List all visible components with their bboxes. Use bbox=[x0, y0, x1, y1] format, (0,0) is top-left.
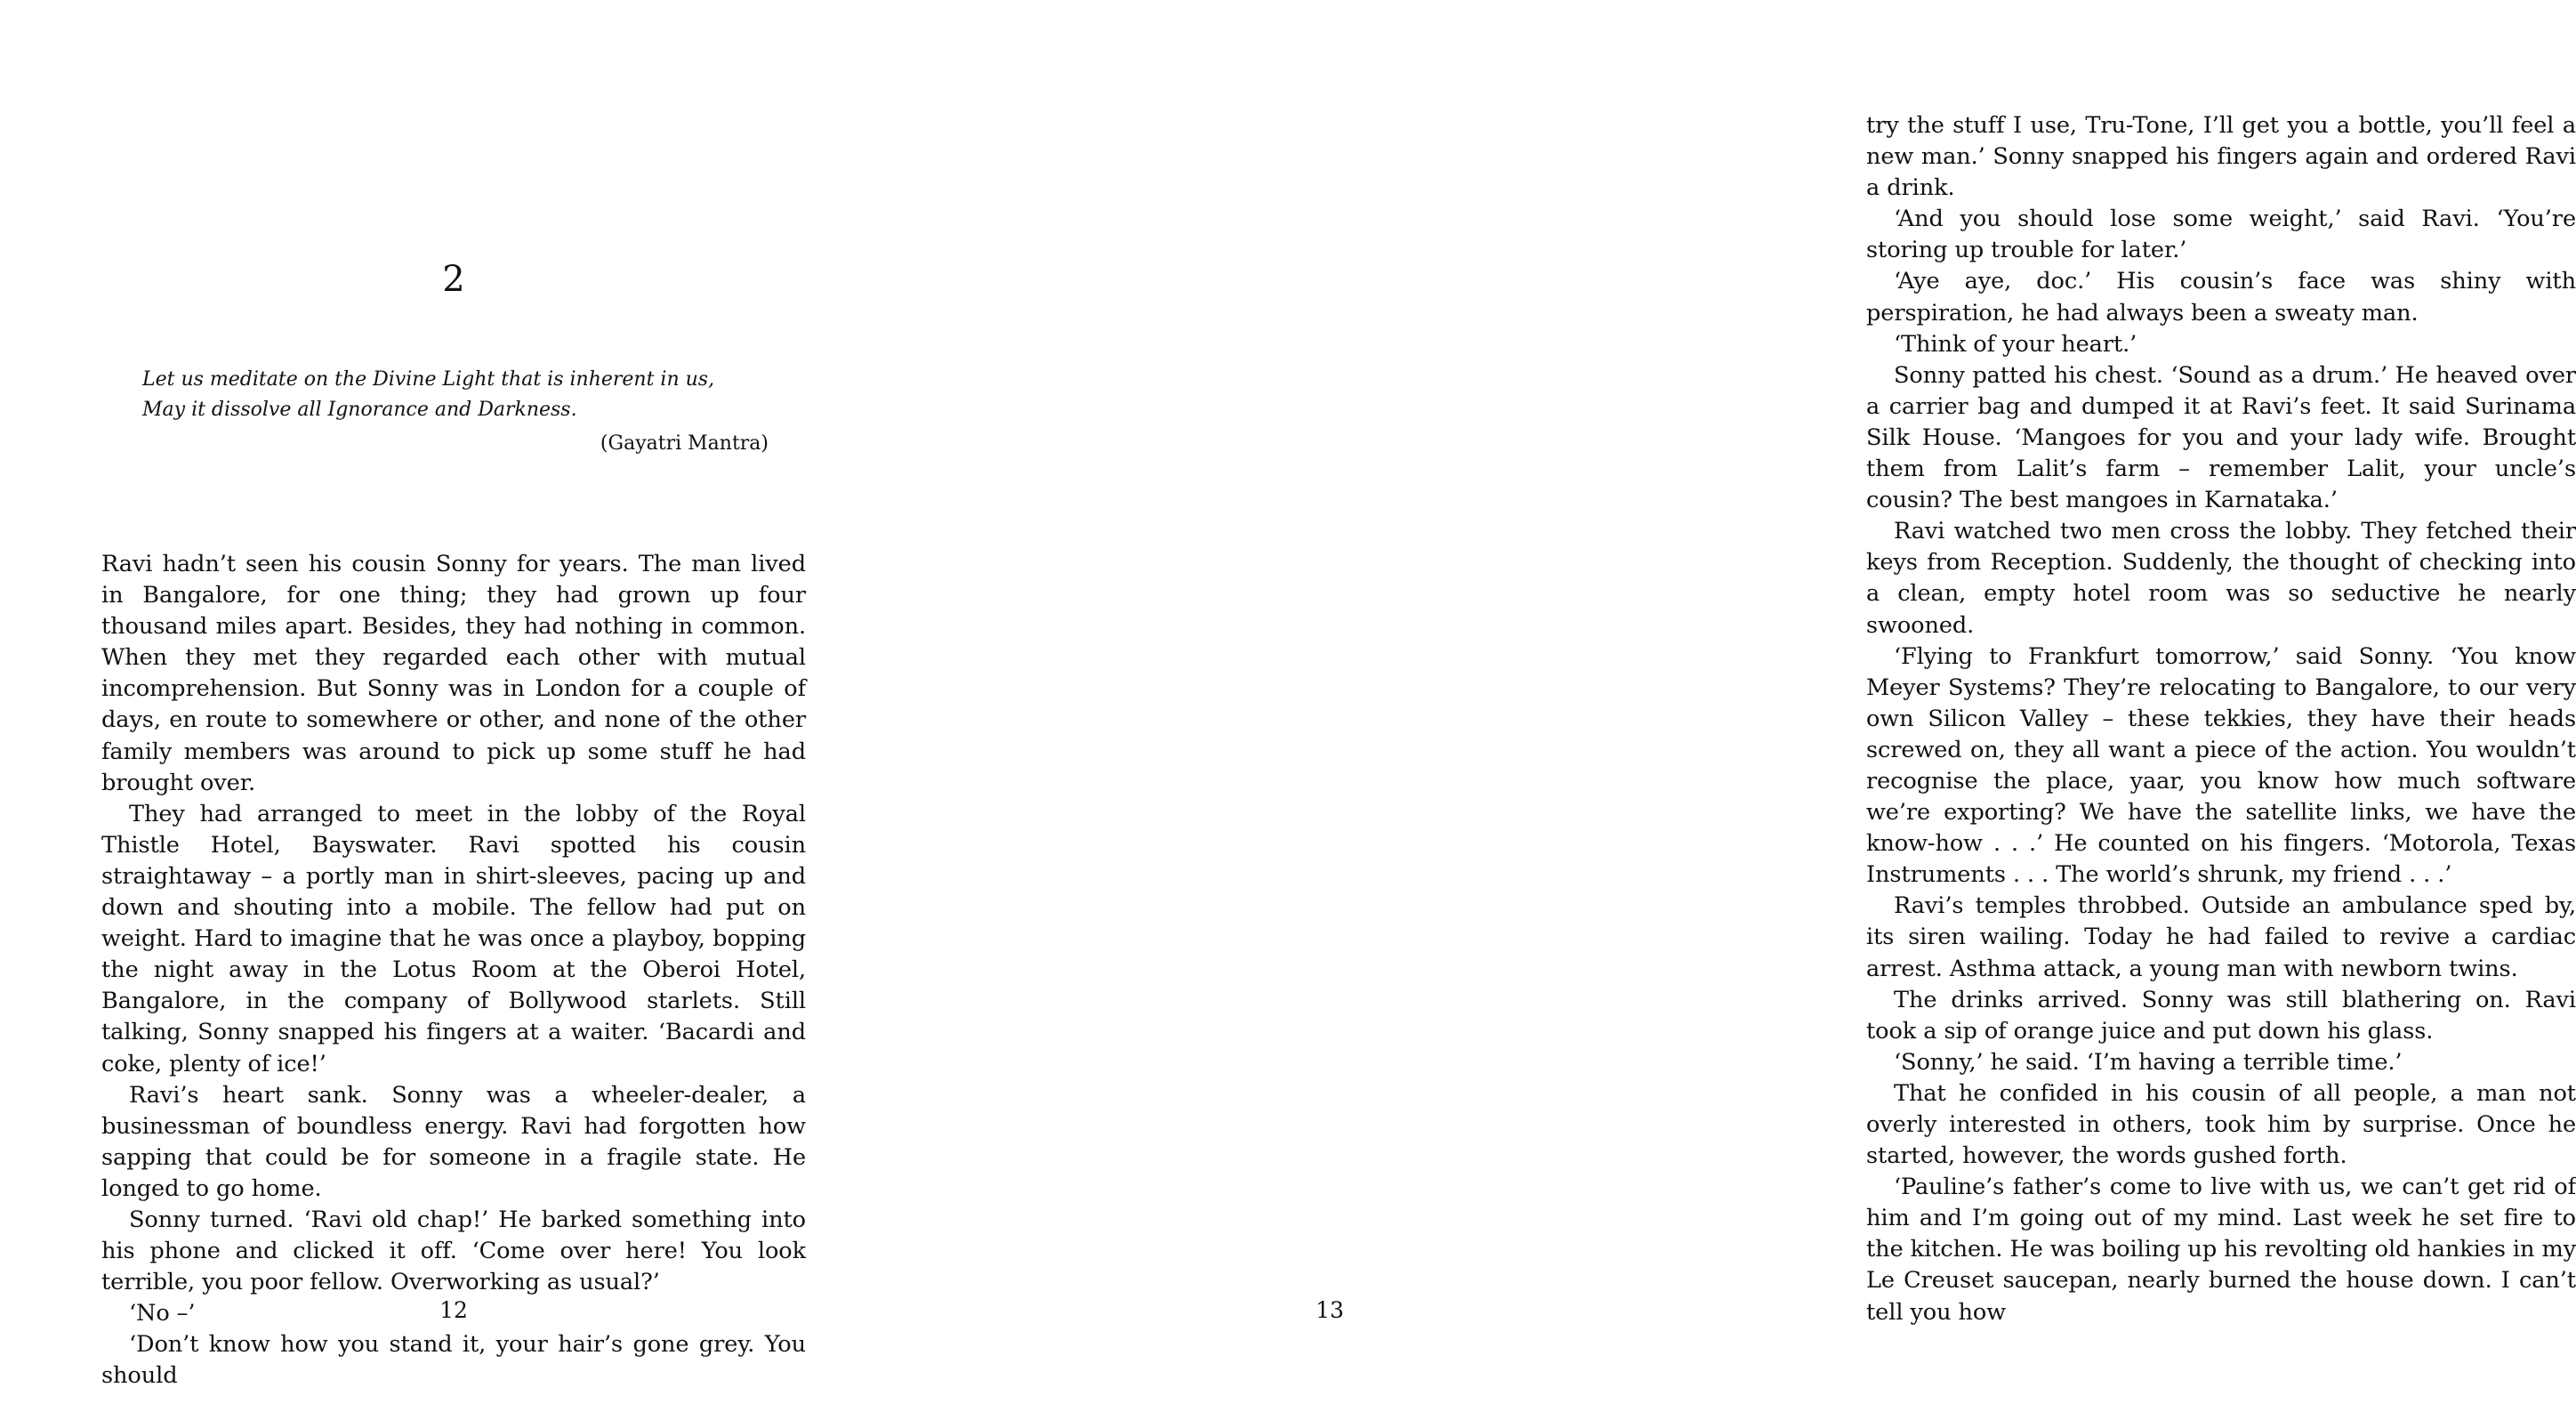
left-body-text bbox=[101, 549, 806, 1392]
paragraph: ‘Think of your heart.’ bbox=[1894, 330, 2137, 358]
paragraph: ‘And you should lose some weight,’ said Ravi. ‘You’re storing up trouble for later.’ bbox=[1866, 206, 2576, 264]
paragraph: ‘Aye aye, doc.’ His cousin’s face was shiny with perspiration, he had always been a sweaty man. bbox=[1866, 268, 2576, 327]
paragraph: ‘Don’t know how you stand it, your hair’s gone grey. You should bbox=[101, 1331, 806, 1390]
paragraph: Sonny patted his chest. ‘Sound as a drum.’ He heaved over a carrier bag and dumped it at Ravi’s feet. It said Surinama Silk House. ‘Mangoes for you and your lady wife. Brought them from Lalit’s farm – remember Lalit, your uncle’s cousin? The best mangoes in Karnataka.’ bbox=[1866, 361, 2576, 514]
paragraph: Ravi hadn’t seen his cousin Sonny for years. The man lived in Bangalore, for one thing; they had grown up four thousand miles apart. Besides, they had nothing in common. When they met they regarded each other with mutual incomprehension. But Sonny was in London for a couple of days, en route to somewhere or other, and none of the other family members was around to pick up some stuff he had brought over. bbox=[101, 551, 806, 796]
chapter-number: 2 bbox=[442, 259, 465, 300]
epigraph-line: May it dissolve all Ignorance and Darkness. bbox=[142, 399, 577, 421]
right-body-text bbox=[1866, 110, 2576, 1328]
page-number: 13 bbox=[1316, 1297, 1344, 1323]
epigraph bbox=[142, 365, 792, 459]
epigraph-source: (Gayatri Mantra) bbox=[600, 432, 769, 455]
page-number: 12 bbox=[439, 1297, 468, 1323]
epigraph-line: Let us meditate on the Divine Light that is inherent in us, bbox=[142, 368, 715, 391]
paragraph: That he confided in his cousin of all people, a man not overly interested in others, took him by surprise. Once he started, however, the words gushed forth. bbox=[1866, 1079, 2576, 1170]
left-page bbox=[0, 0, 890, 1404]
paragraph: ‘No –’ bbox=[129, 1300, 196, 1327]
paragraph: Ravi’s temples throbbed. Outside an ambulance sped by, its siren wailing. Today he had failed to revive a cardiac arrest. Asthma attack, a young man with newborn twins. bbox=[1866, 892, 2576, 982]
paragraph: Ravi watched two men cross the lobby. They fetched their keys from Reception. Suddenly, the thought of checking into a clean, empty hotel room was so seductive he nearly swooned. bbox=[1866, 518, 2576, 639]
right-page bbox=[890, 0, 2576, 1404]
paragraph: ‘Sonny,’ he said. ‘I’m having a terrible time.’ bbox=[1894, 1048, 2403, 1076]
paragraph: ‘Flying to Frankfurt tomorrow,’ said Sonny. ‘You know Meyer Systems? They’re relocating to Bangalore, to our very own Silicon Valley – these tekkies, they have their heads screwed on, they all want a piece of the action. You wouldn’t recognise the place, yaar, you know how much software we’re exporting? We have the satellite links, we have the know-how . . .’ He counted on his fingers. ‘Motorola, Texas Instruments . . . The world’s shrunk, my friend . . .’ bbox=[1866, 642, 2576, 889]
paragraph: They had arranged to meet in the lobby of the Royal Thistle Hotel, Bayswater. Ravi spotted his cousin straightaway – a portly man in shirt-sleeves, pacing up and down and shouting into a mobile. The fellow had put on weight. Hard to imagine that he was once a playboy, bopping the night away in the Lotus Room at the Oberoi Hotel, Bangalore, in the company of Bollywood starlets. Still talking, Sonny snapped his fingers at a waiter. ‘Bacardi and coke, plenty of ice!’ bbox=[101, 800, 806, 1077]
paragraph: Sonny turned. ‘Ravi old chap!’ He barked something into his phone and clicked it off. ‘Come over here! You look terrible, you poor fellow. Overworking as usual?’ bbox=[101, 1206, 806, 1296]
paragraph: try the stuff I use, Tru-Tone, I’ll get you a bottle, you’ll feel a new man.’ Sonny snapped his fingers again and ordered Ravi a drink. bbox=[1866, 112, 2576, 202]
paragraph: The drinks arrived. Sonny was still blathering on. Ravi took a sip of orange juice and put down his glass. bbox=[1866, 986, 2576, 1045]
paragraph: ‘Pauline’s father’s come to live with us, we can’t get rid of him and I’m going out of my mind. Last week he set fire to the kitchen. He was boiling up his revolting old hankies in my Le Creuset saucepan, nearly burned the house down. I can’t tell you how bbox=[1866, 1174, 2576, 1326]
paragraph: Ravi’s heart sank. Sonny was a wheeler-dealer, a businessman of boundless energy. Ravi had forgotten how sapping that could be for someone in a fragile state. He longed to go home. bbox=[101, 1081, 806, 1202]
